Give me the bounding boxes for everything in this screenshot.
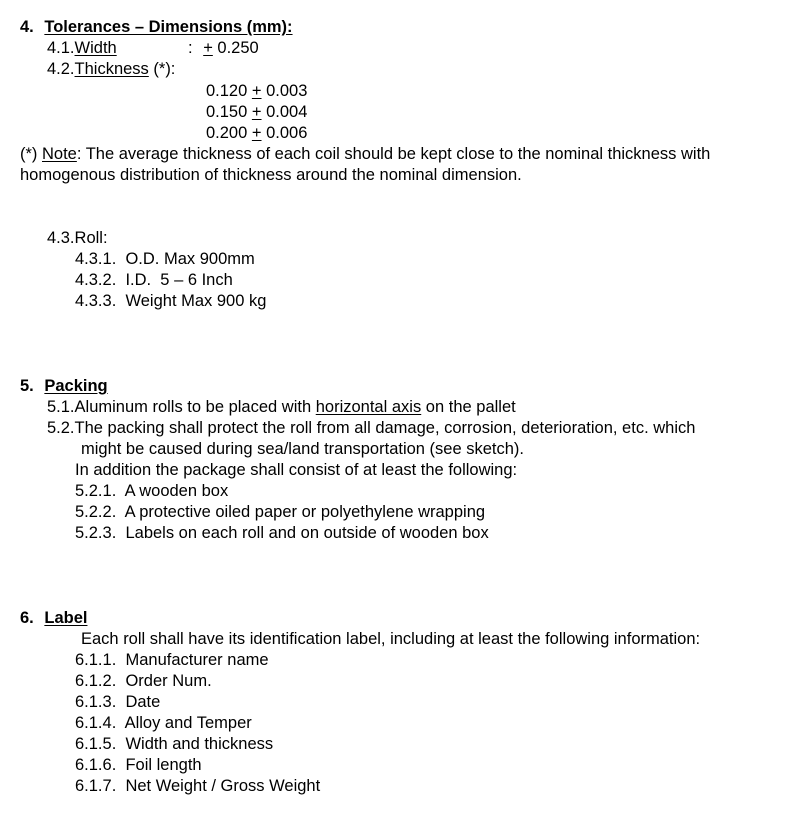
item-number: 4.3.	[47, 229, 75, 247]
section-6-heading	[20, 608, 87, 629]
note-text: : The average thickness of each coil should be kept close to the nominal thickness with	[76, 145, 711, 163]
item-text: Foil length	[125, 756, 202, 774]
tolerance: 0.003	[266, 82, 308, 100]
thickness-suffix: (*):	[148, 60, 176, 78]
plus-minus-sign: +	[203, 39, 213, 57]
item-number: 4.3.3.	[75, 292, 117, 310]
thickness-tolerance	[47, 59, 175, 80]
note-label: Note	[42, 145, 77, 163]
section-4-heading	[20, 17, 293, 38]
item-text: Manufacturer name	[125, 651, 269, 669]
thickness-row	[206, 102, 307, 123]
item-number: 5.2.	[47, 419, 75, 437]
thickness-label: Thickness	[74, 60, 149, 78]
roll-item	[75, 291, 266, 312]
note-line-2: homogenous distribution of thickness around the nominal dimension.	[20, 166, 522, 184]
label-item	[75, 713, 252, 734]
plus-minus-sign: +	[251, 103, 262, 121]
separator: :	[188, 39, 193, 57]
item-number: 5.2.1.	[75, 482, 117, 500]
nominal: 0.150	[206, 103, 248, 121]
section-number: 6.	[20, 609, 34, 627]
roll-item	[75, 270, 233, 291]
item-number: 6.1.2.	[75, 672, 117, 690]
label-item	[75, 650, 269, 671]
note-prefix: (*)	[20, 145, 42, 163]
item-number: 4.2.	[47, 60, 75, 78]
packing-item-2-line-2: might be caused during sea/land transportation (see sketch).	[81, 440, 525, 458]
underlined-text: horizontal axis	[315, 398, 422, 416]
label-item	[75, 671, 212, 692]
item-text: Date	[125, 693, 161, 711]
item-number: 5.1.	[47, 398, 75, 416]
section-5-heading	[20, 376, 108, 397]
item-number: 5.2.2.	[75, 503, 117, 521]
roll-label: Roll:	[74, 229, 108, 247]
thickness-row	[206, 123, 307, 144]
roll-item	[75, 249, 255, 270]
section-number: 5.	[20, 377, 34, 395]
tolerance: 0.004	[266, 103, 308, 121]
tolerance: 0.006	[266, 124, 308, 142]
item-text: Net Weight / Gross Weight	[125, 777, 321, 795]
item-text: O.D. Max 900mm	[125, 250, 255, 268]
item-text: A protective oiled paper or polyethylene wrapping	[124, 503, 486, 521]
item-number: 5.2.3.	[75, 524, 117, 542]
section-number: 4.	[20, 18, 34, 36]
section-title: Packing	[44, 377, 108, 395]
width-tolerance-value	[188, 38, 259, 59]
item-number: 4.3.2.	[75, 271, 117, 289]
item-number: 6.1.5.	[75, 735, 117, 753]
item-text: Labels on each roll and on outside of wooden box	[125, 524, 489, 542]
nominal: 0.200	[206, 124, 248, 142]
section-title: Label	[44, 609, 88, 627]
packing-item-2	[47, 418, 695, 439]
item-number: 6.1.7.	[75, 777, 117, 795]
width-tolerance	[47, 38, 117, 59]
label-item	[75, 776, 320, 797]
note-line-1	[20, 144, 710, 165]
packing-subitem	[75, 502, 485, 523]
nominal: 0.120	[206, 82, 248, 100]
plus-minus-sign: +	[251, 82, 262, 100]
label-intro: Each roll shall have its identification label, including at least the following information:	[81, 630, 701, 648]
packing-item-2-line-3: In addition the package shall consist of at least the following:	[75, 461, 518, 479]
item-text: Alloy and Temper	[124, 714, 252, 732]
label-item	[75, 734, 273, 755]
item-text: I.D. 5 – 6 Inch	[125, 271, 233, 289]
item-number: 6.1.3.	[75, 693, 117, 711]
item-text: Width and thickness	[125, 735, 274, 753]
item-number: 6.1.1.	[75, 651, 117, 669]
width-value: 0.250	[217, 39, 259, 57]
width-label: Width	[74, 39, 117, 57]
packing-subitem	[75, 523, 489, 544]
plus-minus-sign: +	[251, 124, 262, 142]
item-text: Order Num.	[125, 672, 212, 690]
section-title: Tolerances – Dimensions (mm):	[44, 18, 293, 36]
roll-heading	[47, 228, 108, 249]
item-text: on the pallet	[421, 398, 516, 416]
label-item	[75, 692, 160, 713]
item-text: The packing shall protect the roll from all damage, corrosion, deterioration, etc. which	[74, 419, 696, 437]
item-text: Aluminum rolls to be placed with	[74, 398, 316, 416]
item-number: 4.3.1.	[75, 250, 117, 268]
packing-item-1	[47, 397, 516, 418]
item-number: 6.1.4.	[75, 714, 117, 732]
item-number: 4.1.	[47, 39, 75, 57]
packing-subitem	[75, 481, 228, 502]
item-number: 6.1.6.	[75, 756, 117, 774]
label-item	[75, 755, 202, 776]
item-text: A wooden box	[124, 482, 229, 500]
item-text: Weight Max 900 kg	[125, 292, 267, 310]
thickness-row	[206, 81, 307, 102]
